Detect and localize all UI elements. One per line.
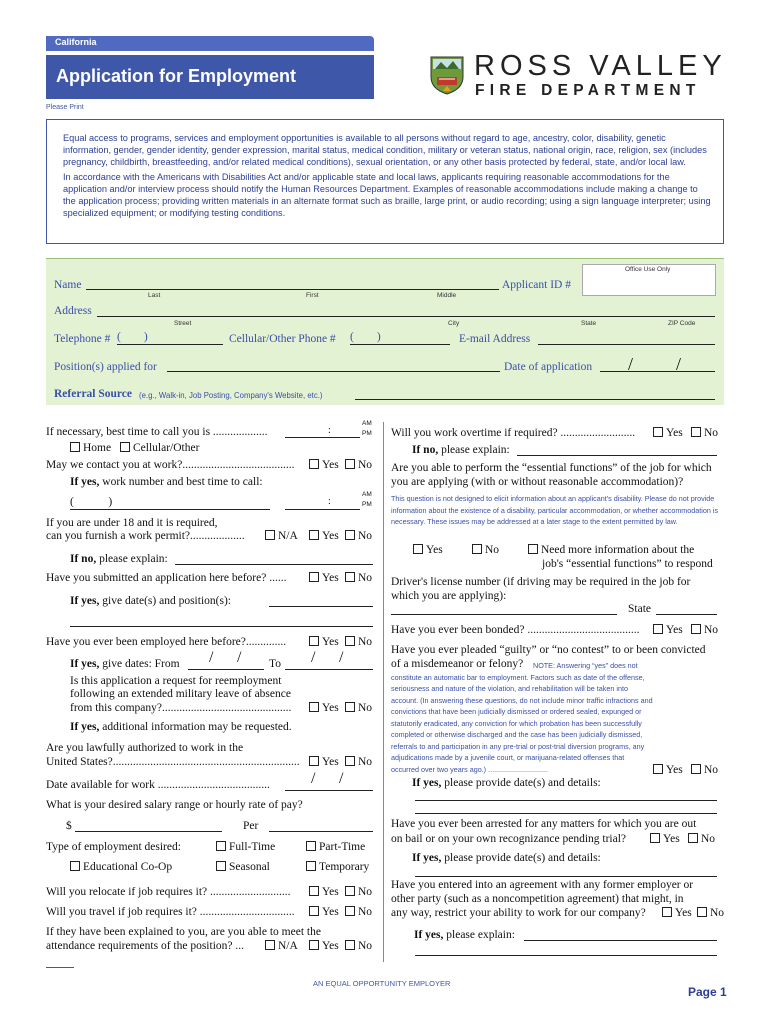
reemploy-yes[interactable] <box>309 702 339 714</box>
submitted-no[interactable] <box>345 572 372 584</box>
contact-work-no[interactable] <box>345 459 372 471</box>
yes-label: Yes <box>666 624 683 636</box>
yes-label: Yes <box>663 833 680 845</box>
agreement-explain-field-1[interactable] <box>524 940 717 941</box>
attendance-yes[interactable] <box>309 940 339 952</box>
essential-no[interactable] <box>472 544 499 556</box>
work-time-field[interactable] <box>285 509 360 510</box>
no-label: No <box>358 636 373 648</box>
agreement-no-checkbox[interactable] <box>697 907 707 917</box>
contact-work-no-checkbox[interactable] <box>345 459 355 469</box>
agreement-no[interactable] <box>697 907 724 919</box>
am-label-2: AM <box>362 491 372 498</box>
convicted-note: NOTE: Answering “yes” does not constitute an automatic bar to employment. Factors such as date of the offense, seriousness and nature of the violation, and rehabilitation will be taken into account. (In answering these questions, do not include minor traffic infractions and convictions that have been judicially dismissed or ordered sealed, expunged or statutorily eradicated, any conviction for which probation has been successfully completed or otherwise discharged and the case has been judicially dismissed, referrals to and participation in any pre-trial or post-trial diversion programs, any adjudications made by a juvenile court, or marijuana-related offenses that occurred over two years ago.) .............................. <box>391 661 653 774</box>
overtime-yes[interactable] <box>653 427 683 439</box>
eeo-statement-box <box>46 119 724 244</box>
state-band <box>46 36 374 51</box>
middle-hint: Middle <box>437 292 457 299</box>
under18-label: If you are under 18 and it is required, <box>46 517 218 529</box>
submitted-before-label: Have you submitted an application here before? ...... <box>46 572 287 584</box>
yes-label: Yes <box>666 427 683 439</box>
additional-info-text: additional information may be requested. <box>102 721 292 733</box>
attendance-na[interactable] <box>265 940 298 952</box>
footer-rule <box>46 967 74 968</box>
from-date-field[interactable] <box>188 669 264 670</box>
fire-department-seal-icon <box>429 55 465 95</box>
overtime-explain-label <box>412 444 510 456</box>
email-label: E-mail Address <box>459 333 531 345</box>
no-label: No <box>710 907 725 919</box>
best-time-colon: : <box>328 425 331 436</box>
seasonal-option[interactable] <box>216 861 270 873</box>
reemploy-yes-checkbox[interactable] <box>309 702 319 712</box>
to-slash-2: / <box>339 649 344 666</box>
relocate-no-checkbox[interactable] <box>345 886 355 896</box>
convicted-line-2: of a misdemeanor or felony? <box>391 658 524 670</box>
agreement-yes[interactable] <box>662 907 692 919</box>
no-label: No <box>704 624 719 636</box>
arrested-details-field[interactable] <box>415 876 717 877</box>
yes-label: Yes <box>322 459 339 471</box>
contact-work-label: May we contact you at work?....................................... <box>46 459 295 471</box>
overtime-label: Will you work overtime if required? .......................... <box>391 427 636 439</box>
na-label: N/A <box>278 940 298 952</box>
home-label: Home <box>83 442 112 454</box>
permit-no[interactable] <box>345 530 372 542</box>
fulltime-checkbox[interactable] <box>216 841 226 851</box>
no-label: No <box>358 886 373 898</box>
license-number-field[interactable] <box>391 614 617 615</box>
page-title: Application for Employment <box>56 66 297 86</box>
eeo-paragraph-1: Equal access to programs, services and employment opportunities is available to all persons without regard to age, ancestry, color, disability, genetic information, gender, gender identity, gender expression, marital status, medical condition, military or veteran status, national origin, race, religion, sex (includes pregnancy, childbirth, breastfeeding, and/or related medical conditions), sexual orientation, or any other basis protected by federal, state, and/or local law. <box>63 133 707 168</box>
avail-slash-1: / <box>311 770 316 787</box>
arrested-no[interactable] <box>688 833 715 845</box>
no-label: No <box>704 764 719 776</box>
submitted-no-checkbox[interactable] <box>345 572 355 582</box>
best-time-field[interactable] <box>285 437 360 438</box>
fulltime-label: Full-Time <box>229 841 276 853</box>
if-yes-em: If yes, <box>412 852 442 864</box>
if-yes-em: If yes, <box>70 476 100 488</box>
arrested-details-label <box>412 852 601 864</box>
attendance-no[interactable] <box>345 940 372 952</box>
give-dates-from-text: give dates: From <box>102 658 180 670</box>
reemploy-no[interactable] <box>345 702 372 714</box>
positions-label: Position(s) applied for <box>54 361 157 373</box>
referral-label: Referral Source <box>54 388 133 400</box>
submitted-yes-checkbox[interactable] <box>309 572 319 582</box>
telephone-paren: ( ) <box>117 331 148 343</box>
to-date-field[interactable] <box>285 669 373 670</box>
explained-line-2: attendance requirements of the position? ... <box>46 940 244 952</box>
need-info-option[interactable] <box>528 544 694 556</box>
seasonal-checkbox[interactable] <box>216 861 226 871</box>
email-field[interactable] <box>538 344 715 345</box>
coop-option[interactable] <box>70 861 172 873</box>
arrested-line-1: Have you ever been arrested for any matters for which you are out <box>391 818 697 830</box>
permit-no-checkbox[interactable] <box>345 530 355 540</box>
work-phone-paren: ( ) <box>70 496 113 508</box>
yes-label: Yes <box>675 907 692 919</box>
disclaimer-note: This question is not designed to elicit information about an applicant's disability. Please do not provide information about the existence of a disability, particular accommodation, or whether accommodation is necessary. These issues may be addressed at a later stage to the extent permitted by law. <box>391 494 719 526</box>
arrested-yes-checkbox[interactable] <box>650 833 660 843</box>
agreement-line-3: any way, restrict your ability to work for our company? <box>391 907 646 919</box>
essential-line-1: Are you able to perform the “essential functions” of the job for which <box>391 462 712 474</box>
yes-label: Yes <box>322 530 339 542</box>
telephone-label: Telephone # <box>54 333 111 345</box>
attendance-no-checkbox[interactable] <box>345 940 355 950</box>
yes-label: Yes <box>322 940 339 952</box>
bonded-no-checkbox[interactable] <box>691 624 701 634</box>
additional-info-label <box>70 721 292 733</box>
date-app-label: Date of application <box>504 361 593 373</box>
submitted-details-label <box>70 595 231 607</box>
home-checkbox[interactable] <box>70 442 80 452</box>
from-slash-1: / <box>209 649 214 666</box>
if-yes-em: If yes, <box>414 929 444 941</box>
type-employment-label: Type of employment desired: <box>46 841 181 853</box>
authorized-no[interactable] <box>345 756 372 768</box>
authorized-no-checkbox[interactable] <box>345 756 355 766</box>
overtime-yes-checkbox[interactable] <box>653 427 663 437</box>
agreement-line-1: Have you entered into an agreement with any former employer or <box>391 879 694 891</box>
agreement-explain-label <box>414 929 515 941</box>
license-state-label: State <box>628 603 651 615</box>
authorized-line-2: United States?................................................................. <box>46 756 300 768</box>
if-no-em: If no, <box>412 444 439 456</box>
cell-field[interactable] <box>350 344 450 345</box>
state-hint: State <box>581 320 597 327</box>
submitted-details-field[interactable] <box>269 606 373 607</box>
yes-label: Yes <box>426 544 443 556</box>
address-field[interactable] <box>97 316 715 317</box>
yes-label: Yes <box>322 886 339 898</box>
relocate-yes-checkbox[interactable] <box>309 886 319 896</box>
travel-label: Will you travel if job requires it? ................................. <box>46 906 295 918</box>
convicted-details-field-1[interactable] <box>415 800 717 801</box>
cell-other-label: Cellular/Other <box>133 442 200 454</box>
convicted-yes[interactable] <box>653 764 683 776</box>
am-label: AM <box>362 420 372 427</box>
state-label: California <box>55 37 97 47</box>
city-hint: City <box>448 320 460 327</box>
yes-label: Yes <box>322 572 339 584</box>
agreement-yes-checkbox[interactable] <box>662 907 672 917</box>
need-info-checkbox[interactable] <box>528 544 538 554</box>
authorized-yes[interactable] <box>309 756 339 768</box>
authorized-yes-checkbox[interactable] <box>309 756 319 766</box>
please-print: Please Print <box>46 104 84 111</box>
permit-na-checkbox[interactable] <box>265 530 275 540</box>
no-label: No <box>358 940 373 952</box>
convicted-no-checkbox[interactable] <box>691 764 701 774</box>
telephone-field[interactable] <box>117 344 223 345</box>
permit-explain-label <box>70 553 168 565</box>
name-field[interactable] <box>86 289 499 290</box>
overtime-no[interactable] <box>691 427 718 439</box>
essential-line-2: you are applying (with or without reasonable accommodation)? <box>391 476 684 488</box>
need-info-label: Need more information about the <box>541 544 695 556</box>
temporary-option[interactable] <box>306 861 369 873</box>
cell-paren: ( ) <box>350 331 381 343</box>
explain-text: please explain: <box>99 553 168 565</box>
salary-label: What is your desired salary range or hourly rate of pay? <box>46 799 303 811</box>
referral-field[interactable] <box>355 399 715 400</box>
positions-field[interactable] <box>167 371 500 372</box>
overtime-explain-field[interactable] <box>517 455 717 456</box>
no-label: No <box>358 702 373 714</box>
to-slash-1: / <box>311 649 316 666</box>
cell-checkbox[interactable] <box>120 442 130 452</box>
license-state-field[interactable] <box>656 614 717 615</box>
first-hint: First <box>306 292 319 299</box>
office-use-label: Office Use Only <box>625 266 671 273</box>
coop-checkbox[interactable] <box>70 861 80 871</box>
agreement-explain-field-2[interactable] <box>415 955 717 956</box>
relocate-no[interactable] <box>345 886 372 898</box>
convicted-no[interactable] <box>691 764 718 776</box>
yes-label: Yes <box>322 756 339 768</box>
parttime-label: Part-Time <box>319 841 366 853</box>
coop-label: Educational Co-Op <box>83 861 173 873</box>
contact-work-yes[interactable] <box>309 459 339 471</box>
bonded-no[interactable] <box>691 624 718 636</box>
reemploy-line-3: from this company?............................................. <box>70 702 292 714</box>
column-divider <box>383 422 384 962</box>
submitted-details-field-2[interactable] <box>70 626 373 627</box>
permit-na[interactable] <box>265 530 298 542</box>
submitted-yes[interactable] <box>309 572 339 584</box>
relocate-yes[interactable] <box>309 886 339 898</box>
reemploy-line-2: following an extended military leave of absence <box>70 688 291 700</box>
arrested-line-2: on bail or on your own recognizance pending trial? <box>391 833 627 845</box>
salary-amount-field[interactable] <box>75 831 222 832</box>
parttime-option[interactable] <box>306 841 365 853</box>
best-time-label: If necessary, best time to call you is ................... <box>46 426 268 438</box>
explained-line-1: If they have been explained to you, are you able to meet the <box>46 926 321 938</box>
bonded-yes[interactable] <box>653 624 683 636</box>
salary-per-field[interactable] <box>269 831 373 832</box>
if-yes-em: If yes, <box>70 658 100 670</box>
work-time-colon: : <box>328 496 331 507</box>
if-yes-em: If yes, <box>412 777 442 789</box>
if-yes-em: If yes, <box>70 721 100 733</box>
employed-before-label: Have you ever been employed here before?.............. <box>46 636 287 648</box>
date-app-field[interactable] <box>600 371 715 372</box>
na-label: N/A <box>278 530 298 542</box>
permit-yes[interactable] <box>309 530 339 542</box>
fulltime-option[interactable] <box>216 841 275 853</box>
date-available-label: Date available for work ....................................... <box>46 779 270 791</box>
convicted-details-label <box>412 777 601 789</box>
from-slash-2: / <box>237 649 242 666</box>
last-hint: Last <box>148 292 161 299</box>
page-number: Page 1 <box>688 985 727 999</box>
overtime-no-checkbox[interactable] <box>691 427 701 437</box>
agreement-line-2: other party (such as a noncompetition agreement) that might, in <box>391 893 684 905</box>
authorized-line-1: Are you lawfully authorized to work in the <box>46 742 244 754</box>
travel-yes-checkbox[interactable] <box>309 906 319 916</box>
no-label: No <box>358 530 373 542</box>
bonded-yes-checkbox[interactable] <box>653 624 663 634</box>
travel-yes[interactable] <box>309 906 339 918</box>
give-dates-text: give date(s) and position(s): <box>102 595 231 607</box>
parttime-checkbox[interactable] <box>306 841 316 851</box>
no-label: No <box>358 572 373 584</box>
no-label: No <box>358 459 373 471</box>
cell-option[interactable] <box>120 442 199 454</box>
yes-label: Yes <box>322 636 339 648</box>
seasonal-label: Seasonal <box>229 861 270 873</box>
title-banner <box>46 55 374 99</box>
no-label: No <box>358 756 373 768</box>
explain-text: please explain: <box>446 929 515 941</box>
contact-work-yes-checkbox[interactable] <box>309 459 319 469</box>
employed-yes-checkbox[interactable] <box>309 636 319 646</box>
date-slash-1: / <box>628 354 634 374</box>
employed-no-checkbox[interactable] <box>345 636 355 646</box>
employed-dates-label <box>70 658 180 670</box>
explain-text: please explain: <box>441 444 510 456</box>
essential-no-checkbox[interactable] <box>472 544 482 554</box>
employed-no[interactable] <box>345 636 372 648</box>
permit-label: can you furnish a work permit?................... <box>46 530 245 542</box>
travel-no-checkbox[interactable] <box>345 906 355 916</box>
eeo-paragraph-2: In accordance with the Americans with Disabilities Act and/or applicable state and local laws, applicants requiring reasonable accommodations for the application and/or interview process should notify the Human Resources Department. Examples of reasonable accommodations include making a change to the application process; providing written materials in an alternate format such as braille, large print, or audio recording; using a sign language interpreter; using specialized equipment; or modifying testing conditions. <box>63 171 711 219</box>
date-slash-2: / <box>676 354 682 374</box>
yes-label: Yes <box>666 764 683 776</box>
applicant-id-label: Applicant ID # <box>502 279 571 291</box>
no-label: No <box>358 906 373 918</box>
work-phone-field[interactable] <box>70 509 270 510</box>
street-hint: Street <box>174 320 192 327</box>
pm-label: PM <box>362 430 372 437</box>
temporary-checkbox[interactable] <box>306 861 316 871</box>
home-option[interactable] <box>70 442 111 454</box>
org-subname: FIRE DEPARTMENT <box>475 82 701 99</box>
dollar-label: $ <box>66 820 72 832</box>
employed-yes[interactable] <box>309 636 339 648</box>
reemploy-no-checkbox[interactable] <box>345 702 355 712</box>
license-line-1: Driver's license number (if driving may be required in the job for <box>391 576 691 588</box>
no-label: No <box>704 427 719 439</box>
office-use-box[interactable] <box>582 264 716 296</box>
no-label: No <box>485 544 500 556</box>
travel-no[interactable] <box>345 906 372 918</box>
permit-explain-field[interactable] <box>175 564 373 565</box>
avail-slash-2: / <box>339 770 344 787</box>
temporary-label: Temporary <box>319 861 370 873</box>
work-number-label <box>70 476 263 488</box>
attendance-yes-checkbox[interactable] <box>309 940 319 950</box>
relocate-label: Will you relocate if job requires it? ............................ <box>46 886 291 898</box>
convicted-yes-checkbox[interactable] <box>653 764 663 774</box>
no-label: No <box>701 833 716 845</box>
name-label: Name <box>54 279 82 291</box>
essential-yes[interactable] <box>413 544 443 556</box>
referral-hint: (e.g., Walk-in, Job Posting, Company's Website, etc.) <box>139 391 323 400</box>
zip-hint: ZIP Code <box>668 320 696 327</box>
pm-label-2: PM <box>362 501 372 508</box>
cell-label: Cellular/Other Phone # <box>229 333 336 345</box>
date-available-field[interactable] <box>285 790 373 791</box>
if-yes-em: If yes, <box>70 595 100 607</box>
yes-label: Yes <box>322 906 339 918</box>
reemploy-line-1: Is this application a request for reemployment <box>70 675 282 687</box>
per-label: Per <box>243 820 259 832</box>
yes-label: Yes <box>322 702 339 714</box>
convicted-line-1: Have you ever pleaded “guilty” or “no contest” to or been convicted <box>391 644 706 656</box>
eoe-label: AN EQUAL OPPORTUNITY EMPLOYER <box>313 979 451 988</box>
license-line-2: which you are applying): <box>391 590 507 602</box>
need-info-line-2: job's “essential functions” to respond <box>542 558 713 570</box>
provide-dates-text: please provide date(s) and details: <box>444 777 601 789</box>
arrested-yes[interactable] <box>650 833 680 845</box>
attendance-na-checkbox[interactable] <box>265 940 275 950</box>
address-label: Address <box>54 305 92 317</box>
essential-yes-checkbox[interactable] <box>413 544 423 554</box>
provide-dates-text: please provide date(s) and details: <box>444 852 601 864</box>
arrested-no-checkbox[interactable] <box>688 833 698 843</box>
if-no-em: If no, <box>70 553 97 565</box>
org-name: ROSS VALLEY <box>474 50 727 82</box>
permit-yes-checkbox[interactable] <box>309 530 319 540</box>
bonded-label: Have you ever been bonded? ....................................... <box>391 624 640 636</box>
to-label: To <box>269 658 281 670</box>
work-number-text: work number and best time to call: <box>102 476 263 488</box>
convicted-details-field-2[interactable] <box>415 813 717 814</box>
